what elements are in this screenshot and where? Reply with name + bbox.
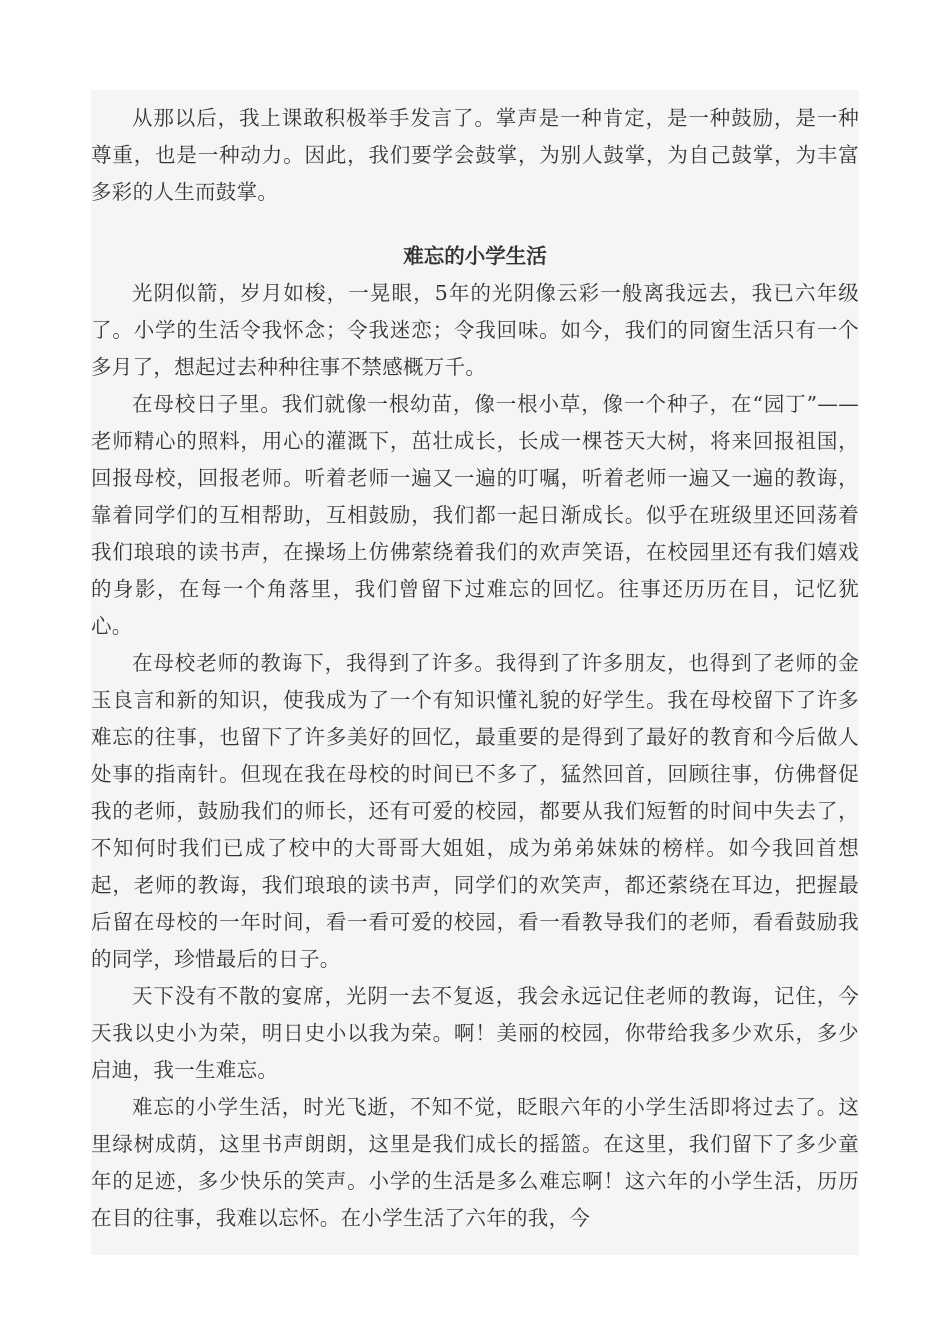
paragraph-4: 天下没有不散的宴席，光阴一去不复返，我会永远记住老师的教诲，记住，今天我以史小为荣，明日史小以我为荣。啊！美丽的校园，你带给我多少欢乐，多少启迪，我一生难忘。 [91, 984, 859, 1082]
paragraph-2: 在母校日子里。我们就像一根幼苗，像一根小草，像一个种子，在“园丁”——老师精心的照料，用心的灌溉下，茁壮成长，长成一棵苍天大树，将来回报祖国，回报母校，回报老师。听着老师一遍又一遍的叮嘱，听着老师一遍又一遍的教诲，靠着同学们的互相帮助，互相鼓励，我们都一起日渐成长。似乎在班级里还回荡着我们琅琅的读书声，在操场上仿佛萦绕着我们的欢声笑语，在校园里还有我们嬉戏的身影，在每一个角落里，我们曾留下过难忘的回忆。往事还历历在目，记忆犹心。 [91, 392, 859, 638]
document-page [91, 90, 859, 1255]
intro-paragraph: 从那以后，我上课敢积极举手发言了。掌声是一种肯定，是一种鼓励，是一种尊重，也是一种动力。因此，我们要学会鼓掌，为别人鼓掌，为自己鼓掌，为丰富多彩的人生而鼓掌。 [91, 106, 859, 204]
paragraph-1: 光阴似箭，岁月如梭，一晃眼，5年的光阴像云彩一般离我远去，我已六年级了。小学的生活令我怀念；令我迷恋；令我回味。如今，我们的同窗生活只有一个多月了，想起过去种种往事不禁感概万千。 [91, 281, 859, 379]
article-title: 难忘的小学生活 [403, 244, 547, 268]
paragraph-3: 在母校老师的教诲下，我得到了许多。我得到了许多朋友，也得到了老师的金玉良言和新的知识，使我成为了一个有知识懂礼貌的好学生。我在母校留下了许多难忘的往事，也留下了许多美好的回忆，最重要的是得到了最好的教育和今后做人处事的指南针。但现在我在母校的时间已不多了，猛然回首，回顾往事，仿佛督促我的老师，鼓励我们的师长，还有可爱的校园，都要从我们短暂的时间中失去了，不知何时我们已成了校中的大哥哥大姐姐，成为弟弟妹妹的榜样。如今我回首想起，老师的教诲，我们琅琅的读书声，同学们的欢笑声，都还萦绕在耳边，把握最后留在母校的一年时间，看一看可爱的校园，看一看教导我们的老师，看看鼓励我的同学，珍惜最后的日子。 [91, 651, 859, 971]
paragraph-5: 难忘的小学生活，时光飞逝，不知不觉，眨眼六年的小学生活即将过去了。这里绿树成荫，这里书声朗朗，这里是我们成长的摇篮。在这里，我们留下了多少童年的足迹，多少快乐的笑声。小学的生活是多么难忘啊！这六年的小学生活，历历在目的往事，我难以忘怀。在小学生活了六年的我，今 [91, 1095, 859, 1230]
